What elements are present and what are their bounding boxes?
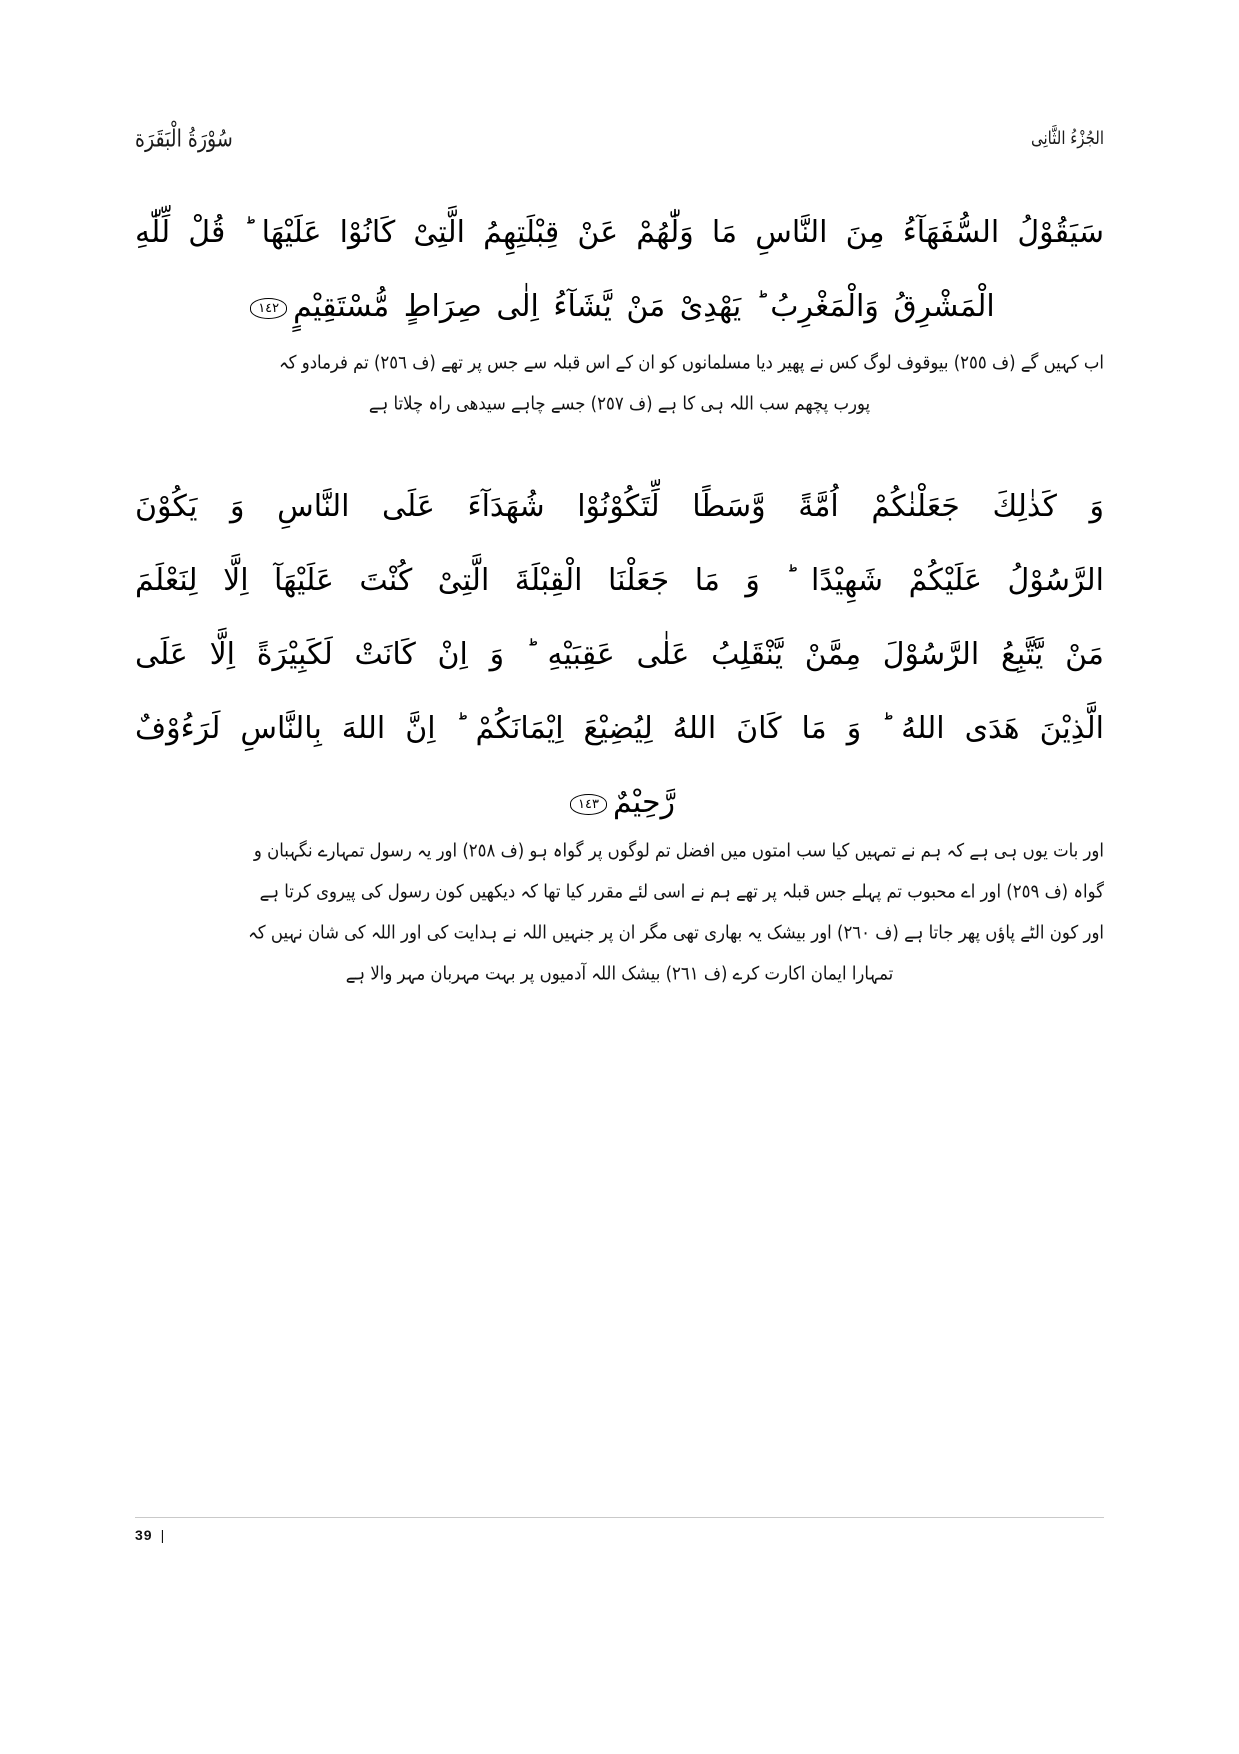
juz-title-block [135,125,233,153]
ayah-number-143: ١٤٣ [570,794,607,815]
footer-divider [135,1517,1104,1518]
translation-block-143 [135,830,1104,994]
ayah-line: الَّذِيْنَ هَدَى اللهُ ؕ وَ مَا كَانَ اللهُ لِيُضِيْعَ اِيْمَانَكُمْ ؕ اِنَّ اللهَ بِالنَّاسِ لَرَءُوْفٌ [135,711,1104,746]
translation-line: اور کون الٹے پاؤں پھر جاتا ہے (ف ٢٦٠) اور بیشک یہ بھاری تھی مگر ان پر جنہیں اللہ نے ہدایت کی اور اللہ کی شان نہیں کہ [248,921,1104,944]
translation-line: گواہ (ف ٢٥٩) اور اے محبوب تم پہلے جس قبلہ پر تھے ہم نے اسی لئے مقرر کیا تھا کہ دیکھیں کون رسول کی پیروی کرتا ہے [259,880,1104,903]
page-header [135,125,1104,172]
translation-block-142 [135,342,1104,424]
translation-line: اور بات یوں ہی ہے کہ ہم نے تمہیں کیا سب امتوں میں افضل تم لوگوں پر گواہ ہو (ف ٢٥٨) اور یہ رسول تمہارے نگہبان و [253,839,1104,862]
page-number-separator: | [160,1527,166,1543]
translation-line: اب کہیں گے (ف ٢٥٥) بیوقوف لوگ کس نے پھیر دیا مسلمانوں کو ان کے اس قبلہ سے جس پر تھے (ف ٢٥٦) تم فرمادو کہ [278,351,1104,374]
juz-label: الجُزْءُ الثَّانِى [1030,127,1104,149]
ayah-line-text: رَّحِيْمٌ [612,785,675,820]
page-footer [135,1527,165,1543]
ayah-line: مَنْ يَّتَّبِعُ الرَّسُوْلَ مِمَّنْ يَّنْقَلِبُ عَلٰى عَقِبَيْهِ ؕ وَ اِنْ كَانَتْ لَكَبِيْرَةً اِلَّا عَلَى [135,637,1104,672]
ayah-line: وَ كَذٰلِكَ جَعَلْنٰكُمْ اُمَّةً وَّسَطًا لِّتَكُوْنُوْا شُهَدَآءَ عَلَى النَّاسِ وَ يَكُوْنَ [135,489,1104,524]
translation-line: تمہارا ایمان اکارت کرے (ف ٢٦١) بیشک اللہ آدمیوں پر بہت مہربان مہر والا ہے [345,962,894,985]
ayah-block-143 [135,470,1104,840]
surah-label: سُوْرَةُ الْبَقَرَة [135,125,233,153]
ayah-line: الرَّسُوْلُ عَلَيْكُمْ شَهِيْدًا ؕ وَ مَا جَعَلْنَا الْقِبْلَةَ الَّتِىْ كُنْتَ عَلَيْهَآ اِلَّا لِنَعْلَمَ [135,563,1104,598]
surah-title-block [1031,128,1104,147]
ayah-line-with-number [135,270,1104,344]
ayah-line-text: الْمَشْرِقُ وَالْمَغْرِبُ ؕ يَهْدِىْ مَنْ يَّشَآءُ اِلٰى صِرَاطٍ مُّسْتَقِيْمٍ [293,289,995,324]
page-number: 39 [135,1527,153,1543]
translation-line: پورب پچھم سب اللہ ہی کا ہے (ف ٢٥٧) جسے چاہے سیدھی راہ چلاتا ہے [368,392,871,415]
ayah-number-142: ١٤٢ [250,298,287,319]
ayah-line: سَيَقُوْلُ السُّفَهَآءُ مِنَ النَّاسِ مَا وَلّٰهُمْ عَنْ قِبْلَتِهِمُ الَّتِىْ كَانُوْا عَلَيْهَا ؕ قُلْ لِّلّٰهِ [135,215,1104,250]
ayah-block-142 [135,196,1104,344]
